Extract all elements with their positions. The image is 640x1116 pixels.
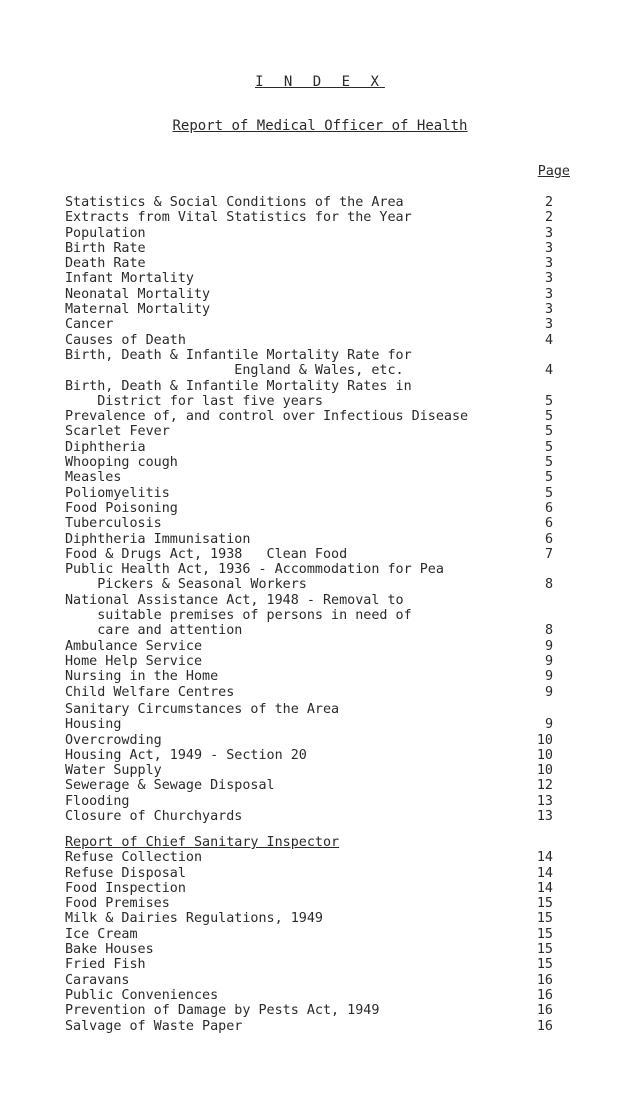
index-entry bbox=[65, 379, 555, 394]
index-entry-page: 5 bbox=[544, 455, 553, 471]
index-section-sanitary bbox=[65, 702, 555, 824]
index-entry-title: Food Premises bbox=[65, 896, 170, 912]
index-entry-title: Neonatal Mortality bbox=[65, 286, 211, 302]
index-entry bbox=[65, 608, 555, 623]
index-entry bbox=[65, 195, 555, 210]
index-entry-page: 10 bbox=[536, 763, 553, 779]
index-entry bbox=[65, 973, 555, 988]
index-entry-title: Salvage of Waste Paper bbox=[65, 1018, 243, 1034]
index-entry-page: 5 bbox=[544, 485, 553, 501]
index-entry-page: 5 bbox=[544, 424, 553, 440]
index-entry bbox=[65, 763, 555, 778]
index-entry-page: 14 bbox=[536, 865, 553, 881]
index-entry-page: 9 bbox=[544, 653, 553, 669]
index-entry bbox=[65, 942, 555, 957]
index-entry bbox=[65, 226, 555, 241]
index-entry-title: Caravans bbox=[65, 972, 130, 988]
index-entry bbox=[65, 896, 555, 911]
index-entry-page: 9 bbox=[544, 717, 553, 733]
index-entry-title: Poliomyelitis bbox=[65, 485, 170, 501]
index-entry bbox=[65, 333, 555, 348]
index-entry-page: 8 bbox=[544, 577, 553, 593]
index-entry-page: 5 bbox=[544, 393, 553, 409]
index-entry-title: Child Welfare Centres bbox=[65, 684, 235, 700]
index-entry-title: Ambulance Service bbox=[65, 638, 203, 654]
index-entry-title: Bake Houses bbox=[65, 942, 154, 958]
index-entry-title: Cancer bbox=[65, 317, 114, 333]
index-entry-page: 14 bbox=[536, 850, 553, 866]
index-entry-title: Housing Act, 1949 - Section 20 bbox=[65, 747, 307, 763]
index-entry bbox=[65, 287, 555, 302]
index-entry-title: Sewerage & Sewage Disposal bbox=[65, 778, 275, 794]
index-entry bbox=[65, 409, 555, 424]
index-entry-title: Whooping cough bbox=[65, 455, 178, 471]
index-entry bbox=[65, 850, 555, 865]
index-section-general bbox=[65, 195, 555, 700]
index-entry-page: 10 bbox=[536, 747, 553, 763]
index-entry-page: 3 bbox=[544, 271, 553, 287]
index-entry bbox=[65, 577, 555, 592]
index-entry-title: Tuberculosis bbox=[65, 516, 162, 532]
index-entry bbox=[65, 1019, 555, 1034]
index-entry-page: 16 bbox=[536, 972, 553, 988]
index-entry bbox=[65, 271, 555, 286]
index-entry-title: Public Health Act, 1936 - Accommodation for Pea bbox=[65, 562, 444, 578]
index-entry bbox=[65, 501, 555, 516]
index-entry-title: Prevention of Damage by Pests Act, 1949 bbox=[65, 1003, 380, 1019]
index-entry bbox=[65, 927, 555, 942]
index-entry bbox=[65, 455, 555, 470]
index-entry-title: Refuse Collection bbox=[65, 850, 203, 866]
index-entry-page: 4 bbox=[544, 332, 553, 348]
document-title: I N D E X bbox=[255, 74, 385, 90]
index-entry-title: Measles bbox=[65, 470, 122, 486]
index-entry bbox=[65, 733, 555, 748]
index-entry-title: Food & Drugs Act, 1938 Clean Food bbox=[65, 546, 348, 562]
index-entry-page: 6 bbox=[544, 531, 553, 547]
index-entry-title: Birth, Death & Infantile Mortality Rates in bbox=[65, 378, 412, 394]
index-entry-title: Ice Cream bbox=[65, 926, 138, 942]
index-entry bbox=[65, 562, 555, 577]
index-entry-title: Pickers & Seasonal Workers bbox=[65, 577, 307, 593]
index-entry bbox=[65, 1003, 555, 1018]
index-entry-title: Birth, Death & Infantile Mortality Rate for bbox=[65, 347, 412, 363]
index-entry-page: 3 bbox=[544, 302, 553, 318]
index-entry-title: Food Inspection bbox=[65, 880, 186, 896]
index-entry bbox=[65, 348, 555, 363]
index-entry-title: Diphtheria bbox=[65, 439, 146, 455]
index-entry-title: Refuse Disposal bbox=[65, 865, 186, 881]
index-entry-page: 10 bbox=[536, 732, 553, 748]
index-entry-page: 5 bbox=[544, 470, 553, 486]
index-entry-page: 14 bbox=[536, 880, 553, 896]
index-entry-page: 15 bbox=[536, 896, 553, 912]
index-entry-page: 5 bbox=[544, 409, 553, 425]
index-entry bbox=[65, 809, 555, 824]
index-entry-title: Statistics & Social Conditions of the Area bbox=[65, 195, 404, 210]
index-entry-page: 6 bbox=[544, 516, 553, 532]
index-entry-page: 2 bbox=[544, 210, 553, 226]
index-entry bbox=[65, 702, 555, 717]
document-subtitle: Report of Medical Officer of Health bbox=[172, 118, 468, 134]
index-entry bbox=[65, 424, 555, 439]
index-entry bbox=[65, 639, 555, 654]
index-entry-title: Infant Mortality bbox=[65, 271, 194, 287]
section-heading: Report of Chief Sanitary Inspector bbox=[65, 835, 340, 850]
index-entry bbox=[65, 593, 555, 608]
index-section-inspector bbox=[65, 835, 555, 1034]
index-entry-page: 5 bbox=[544, 439, 553, 455]
index-entry-page: 13 bbox=[536, 793, 553, 809]
index-entry-title: Death Rate bbox=[65, 256, 146, 272]
index-entry bbox=[65, 988, 555, 1003]
index-entry-title: Housing bbox=[65, 717, 122, 733]
index-entry-title: Flooding bbox=[65, 793, 130, 809]
index-entry bbox=[65, 957, 555, 972]
index-entry-title: Diphtheria Immunisation bbox=[65, 531, 251, 547]
index-entry bbox=[65, 866, 555, 881]
index-entry-page: 4 bbox=[544, 363, 553, 379]
index-entry bbox=[65, 470, 555, 485]
index-entry-title: Birth Rate bbox=[65, 240, 146, 256]
index-entry-page: 3 bbox=[544, 286, 553, 302]
index-entry bbox=[65, 717, 555, 732]
index-entry-title: Fried Fish bbox=[65, 957, 146, 973]
index-entry-page: 3 bbox=[544, 240, 553, 256]
index-entry bbox=[65, 302, 555, 317]
index-entry bbox=[65, 516, 555, 531]
index-entry bbox=[65, 486, 555, 501]
index-entry-title: Public Conveniences bbox=[65, 987, 219, 1003]
index-entry-page: 15 bbox=[536, 911, 553, 927]
index-entry bbox=[65, 394, 555, 409]
index-entry-title: Maternal Mortality bbox=[65, 302, 211, 318]
index-entry-page: 9 bbox=[544, 669, 553, 685]
index-entry-title: National Assistance Act, 1948 - Removal to bbox=[65, 592, 404, 608]
index-entry bbox=[65, 210, 555, 225]
index-entry-page: 15 bbox=[536, 942, 553, 958]
index-entry bbox=[65, 654, 555, 669]
index-entry-title: Food Poisoning bbox=[65, 500, 178, 516]
index-entry-title: Home Help Service bbox=[65, 653, 203, 669]
index-entry-title: Scarlet Fever bbox=[65, 424, 170, 440]
index-entry bbox=[65, 623, 555, 638]
index-entry-page: 9 bbox=[544, 638, 553, 654]
index-entry-page: 15 bbox=[536, 926, 553, 942]
index-entry bbox=[65, 241, 555, 256]
index-entry bbox=[65, 881, 555, 896]
index-entry-page: 15 bbox=[536, 957, 553, 973]
index-entry-title: Overcrowding bbox=[65, 732, 162, 748]
index-entry-title: Water Supply bbox=[65, 763, 162, 779]
index-entry-page: 12 bbox=[536, 778, 553, 794]
index-entry-title: District for last five years bbox=[65, 393, 323, 409]
index-entry bbox=[65, 669, 555, 684]
index-entry-page: 2 bbox=[544, 195, 553, 210]
index-entry-title: England & Wales, etc. bbox=[65, 363, 404, 379]
index-entry-page: 8 bbox=[544, 623, 553, 639]
index-entry-title: Closure of Churchyards bbox=[65, 809, 243, 825]
index-entry bbox=[65, 748, 555, 763]
index-entry bbox=[65, 778, 555, 793]
index-entry-title: care and attention bbox=[65, 623, 243, 639]
index-entry-page: 7 bbox=[544, 546, 553, 562]
index-entry-page: 3 bbox=[544, 225, 553, 241]
page-column-header: Page bbox=[537, 164, 570, 179]
index-entry-title: Extracts from Vital Statistics for the Year bbox=[65, 210, 412, 226]
index-entry-title: Population bbox=[65, 225, 146, 241]
index-entry-page: 16 bbox=[536, 987, 553, 1003]
index-entry-page: 16 bbox=[536, 1018, 553, 1034]
index-entry-title: Causes of Death bbox=[65, 332, 186, 348]
index-entry bbox=[65, 256, 555, 271]
index-entry bbox=[65, 317, 555, 332]
index-entry-page: 3 bbox=[544, 256, 553, 272]
index-entry-page: 3 bbox=[544, 317, 553, 333]
index-entry-title: Nursing in the Home bbox=[65, 669, 219, 685]
index-entry bbox=[65, 532, 555, 547]
index-entry-page: 9 bbox=[544, 684, 553, 700]
index-entry bbox=[65, 440, 555, 455]
index-entry bbox=[65, 794, 555, 809]
index-entry-title: Milk & Dairies Regulations, 1949 bbox=[65, 911, 323, 927]
index-entry-page: 13 bbox=[536, 809, 553, 825]
index-entry-title: Sanitary Circumstances of the Area bbox=[65, 702, 340, 717]
index-entry bbox=[65, 363, 555, 378]
index-entry bbox=[65, 911, 555, 926]
index-entry bbox=[65, 547, 555, 562]
index-entry bbox=[65, 685, 555, 700]
index-entry-title: Prevalence of, and control over Infectious Disease bbox=[65, 409, 469, 425]
index-entry-title: suitable premises of persons in need of bbox=[65, 608, 412, 624]
index-entry-page: 16 bbox=[536, 1003, 553, 1019]
index-entry-page: 6 bbox=[544, 500, 553, 516]
